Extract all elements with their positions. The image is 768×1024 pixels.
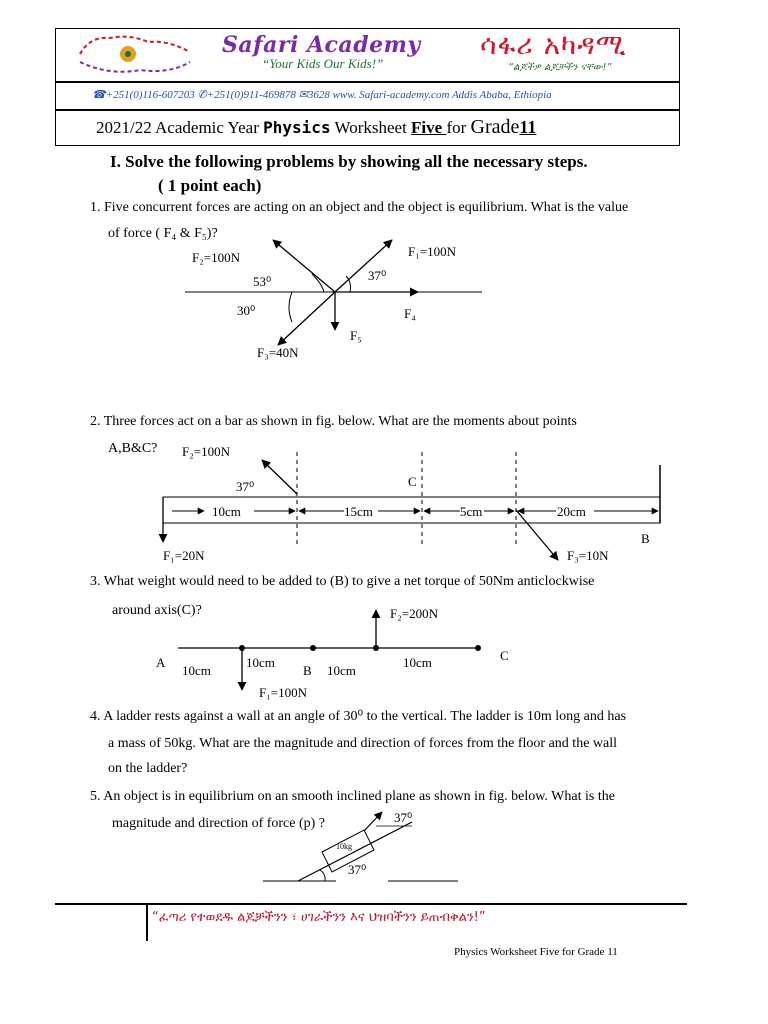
q3-line1: 3. What weight would need to be added to (B) to give a net torque of 50Nm anticlockwise — [90, 574, 595, 589]
q4-line3: on the ladder? — [108, 761, 188, 776]
q2-line2: A,B&C? — [108, 441, 158, 456]
fig3-dist-1: 10cm — [182, 663, 211, 678]
academic-year: 2021/22 Academic Year — [96, 118, 264, 137]
fig2-f1-label: F₁=20N — [163, 548, 205, 563]
section-title: I. Solve the following problems by showing all the necessary steps. — [110, 152, 588, 171]
footer-motto: “ፈጣሪ የተወደዱ ልጆቻችንን ፣ ሀገራችንን እና ህዝባችንን ይጠብቅልን!” — [152, 910, 486, 925]
fig3-point-a: A — [156, 655, 166, 670]
fig3-dist-4: 10cm — [403, 655, 432, 670]
brand-slogan: “Your Kids Our Kids!” — [262, 56, 384, 71]
q4-line2: a mass of 50kg. What are the magnitude and direction of forces from the floor and the wall — [108, 736, 618, 751]
fig1-angle-53: 53⁰ — [253, 274, 272, 289]
fig2-dist-20cm: 20cm — [557, 504, 586, 519]
q1-line2: of force ( F₄ & F₅)? — [108, 226, 218, 241]
fig1-f1-label: F₁=100N — [408, 244, 456, 259]
fig1-f3-label: F₃=40N — [257, 345, 299, 360]
fig3-point-b: B — [303, 663, 312, 678]
brand-name-amharic: ሳፋሪ አካዳሚ — [480, 28, 627, 61]
section-points: ( 1 point each) — [158, 176, 262, 195]
fig3-dist-2: 10cm — [246, 655, 275, 670]
for-word: for — [446, 118, 471, 137]
fig2-f2-label: F₂=100N — [182, 444, 230, 459]
fig2-dist-15cm: 15cm — [344, 504, 373, 519]
q5-line1: 5. An object is in equilibrium on an smooth inclined plane as shown in fig. below. What is the — [90, 789, 615, 804]
grade-number: 11 — [519, 117, 537, 137]
worksheet-number: Five — [411, 118, 447, 137]
brand-slogan-amharic: “ልጆችዎ ልጆቻችን ናቸው!” — [508, 62, 612, 73]
subject: Physics — [263, 118, 331, 137]
fig2-point-c: C — [408, 474, 417, 489]
q3-line2: around axis(C)? — [112, 603, 202, 618]
fig5-mass: 10kg — [336, 842, 352, 851]
footer-divider — [55, 903, 687, 905]
fig2-f3-label: F₃=10N — [567, 548, 609, 563]
fig2-dist-5cm: 5cm — [460, 504, 483, 519]
grade-word: Grade — [470, 116, 520, 138]
fig1-angle-30: 30⁰ — [237, 303, 256, 318]
footer-caption: Physics Worksheet Five for Grade 11 — [454, 946, 618, 958]
fig1-angle-37: 37⁰ — [368, 268, 387, 283]
fig1-f2-label: F₂=100N — [192, 250, 240, 265]
worksheet-word: Worksheet — [330, 118, 412, 137]
fig2-dist-10cm: 10cm — [212, 504, 241, 519]
fig2-point-b: B — [641, 531, 650, 546]
fig1-f5-label: F₅ — [350, 328, 362, 343]
brand-name: Safari Academy — [222, 32, 421, 58]
contact-info: ☎+251(0)116-607203 ✆+251(0)911-469878 ✉3628 www. Safari-academy.com Addis Ababa, Ethiopia — [92, 89, 552, 101]
q2-line1: 2. Three forces act on a bar as shown in fig. below. What are the moments about points — [90, 414, 577, 429]
fig3-f2-label: F₂=200N — [390, 606, 438, 621]
q5-line2: magnitude and direction of force (p) ? — [112, 816, 326, 831]
q4-line1: 4. A ladder rests against a wall at an angle of 30⁰ to the vertical. The ladder is 10m long and has — [90, 709, 627, 724]
fig5-angle-37-top: 37⁰ — [394, 810, 413, 825]
footer-vertical-divider — [146, 903, 148, 941]
fig1-f4-label: F₄ — [404, 306, 416, 321]
fig5-angle-37-bottom: 37⁰ — [348, 862, 367, 877]
fig3-point-c: C — [500, 648, 509, 663]
fig3-f1-label: F₁=100N — [259, 685, 307, 700]
q1-line1: 1. Five concurrent forces are acting on an object and the object is equilibrium. What is the value — [90, 200, 629, 215]
fig3-dist-3: 10cm — [327, 663, 356, 678]
fig2-angle-37: 37⁰ — [236, 479, 255, 494]
